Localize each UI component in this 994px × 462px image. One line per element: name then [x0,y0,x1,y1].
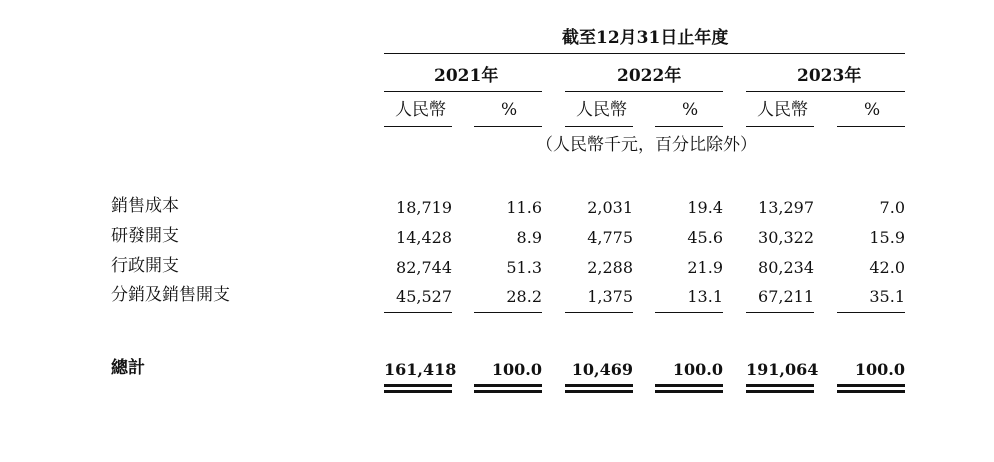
table-cell: 35.1 [869,287,905,306]
subtotal-rule [565,312,633,313]
table-cell: 15.9 [869,228,905,247]
subtotal-rule [384,312,452,313]
col-rule [655,126,723,127]
col-rule [837,126,905,127]
table-cell: 82,744 [396,258,452,277]
total-label: 總計 [111,358,145,378]
row-label: 研發開支 [111,226,179,246]
total-double-rule [655,390,723,393]
period-rule [384,53,905,54]
total-double-rule [655,384,723,387]
total-cell: 100.0 [672,360,723,379]
table-cell: 30,322 [758,228,814,247]
period-header: 截至12月31日止年度 [562,28,729,48]
total-double-rule [565,390,633,393]
table-cell: 45.6 [687,228,723,247]
table-cell: 8.9 [516,228,542,247]
total-double-rule [837,384,905,387]
total-cell: 191,064 [746,360,819,379]
table-cell: 2,031 [587,198,633,217]
col-rule [565,126,633,127]
table-cell: 4,775 [587,228,633,247]
col-pct-2023: % [864,100,881,120]
total-cell: 161,418 [384,360,457,379]
subtotal-rule [655,312,723,313]
total-double-rule [746,384,814,387]
table-cell: 80,234 [758,258,814,277]
table-cell: 14,428 [396,228,452,247]
year-2022-header: 2022年 [617,66,682,86]
row-label: 銷售成本 [111,196,179,216]
total-double-rule [384,384,452,387]
subtotal-rule [837,312,905,313]
row-label: 行政開支 [111,256,179,276]
table-cell: 28.2 [506,287,542,306]
year-rule-2022 [565,91,723,92]
col-rmb-2022: 人民幣 [576,100,627,120]
year-2021-header: 2021年 [434,66,499,86]
col-rmb-2021: 人民幣 [395,100,446,120]
table-cell: 13.1 [687,287,723,306]
col-rule [384,126,452,127]
table-cell: 42.0 [869,258,905,277]
table-cell: 21.9 [687,258,723,277]
table-cell: 13,297 [758,198,814,217]
col-rmb-2023: 人民幣 [757,100,808,120]
year-2023-header: 2023年 [797,66,862,86]
table-cell: 1,375 [587,287,633,306]
col-rule [474,126,542,127]
subtotal-rule [746,312,814,313]
table-cell: 11.6 [506,198,542,217]
unit-note: （人民幣千元，百分比除外） [536,135,757,155]
table-cell: 51.3 [506,258,542,277]
col-pct-2021: % [501,100,518,120]
table-cell: 19.4 [687,198,723,217]
table-cell: 2,288 [587,258,633,277]
total-double-rule [474,384,542,387]
total-double-rule [565,384,633,387]
col-rule [746,126,814,127]
table-cell: 7.0 [879,198,905,217]
total-double-rule [474,390,542,393]
table-cell: 18,719 [396,198,452,217]
year-rule-2023 [746,91,905,92]
total-double-rule [384,390,452,393]
table-cell: 67,211 [758,287,814,306]
total-double-rule [837,390,905,393]
total-cell: 100.0 [491,360,542,379]
year-rule-2021 [384,91,542,92]
total-double-rule [746,390,814,393]
row-label: 分銷及銷售開支 [111,285,230,305]
total-cell: 10,469 [571,360,633,379]
col-pct-2022: % [682,100,699,120]
subtotal-rule [474,312,542,313]
total-cell: 100.0 [854,360,905,379]
table-cell: 45,527 [396,287,452,306]
